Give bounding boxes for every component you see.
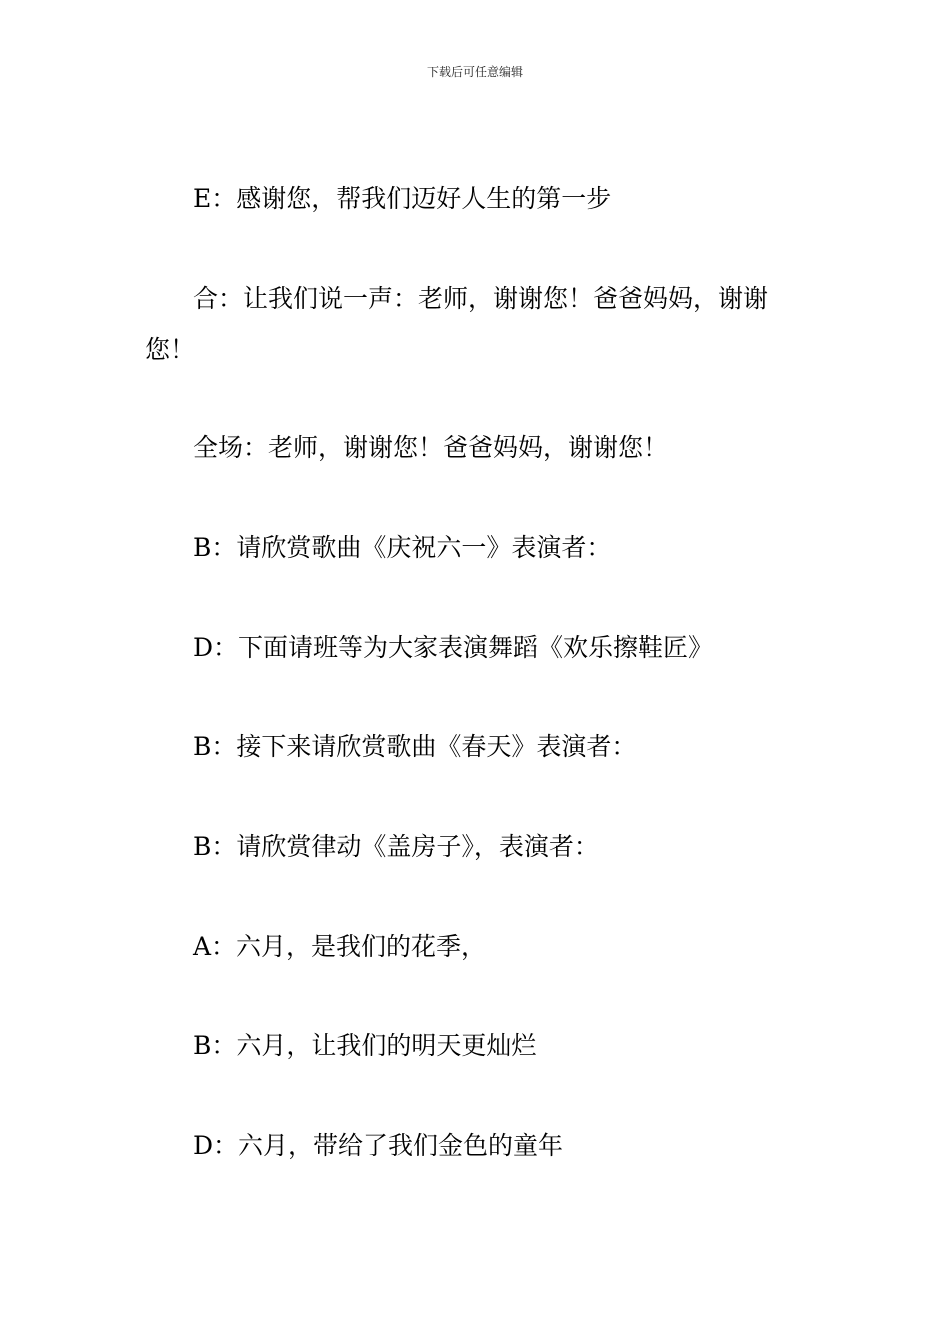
paragraph-e-thanks: E：感谢您，帮我们迈好人生的第一步 (193, 184, 612, 213)
paragraph-a-june: A：六月，是我们的花季， (193, 932, 487, 961)
paragraph-b-song-spring: B：接下来请欣赏歌曲《春天》表演者： (193, 732, 637, 761)
page-header: 下载后可任意编辑 (426, 65, 523, 79)
paragraph-d-dance: D：下面请班等为大家表演舞蹈《欢乐擦鞋匠》 (193, 633, 714, 662)
paragraph-b-song-children-day: B：请欣赏歌曲《庆祝六一》表演者： (193, 533, 612, 562)
paragraph-all-audience: 全场：老师，谢谢您！爸爸妈妈，谢谢您！ (193, 433, 669, 462)
paragraph-chorus-continued: 您！ (145, 335, 196, 364)
paragraph-chorus: 合：让我们说一声：老师，谢谢您！爸爸妈妈，谢谢 (193, 284, 769, 313)
paragraph-b-rhythm: B：请欣赏律动《盖房子》，表演者： (193, 832, 599, 861)
paragraph-b-june: B：六月，让我们的明天更灿烂 (193, 1031, 537, 1060)
paragraph-d-june: D：六月，带给了我们金色的童年 (193, 1131, 564, 1160)
